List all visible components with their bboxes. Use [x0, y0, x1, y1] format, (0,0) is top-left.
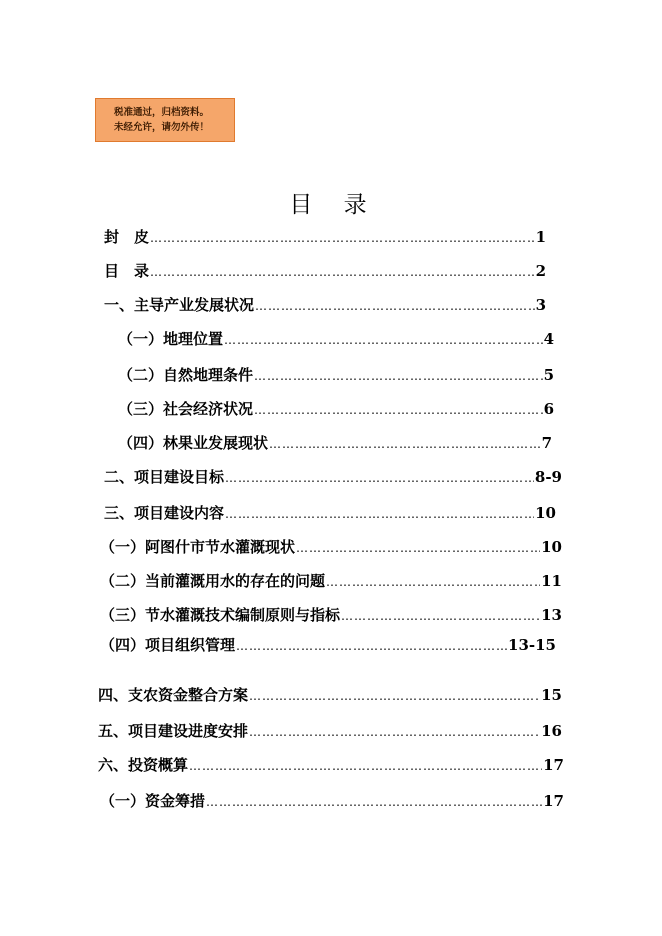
- toc-label: 一、主导产业发展状况: [104, 296, 255, 314]
- toc-leader: [254, 403, 543, 417]
- page-title: 目 录: [289, 192, 379, 218]
- toc-leader: [236, 639, 507, 653]
- toc-page-number: 10: [541, 538, 562, 556]
- toc-label: 六、投资概算: [98, 756, 189, 774]
- toc-entry-section-1[interactable]: [104, 294, 546, 314]
- toc-entry-section-1-2[interactable]: [118, 364, 554, 384]
- toc-leader: [254, 369, 543, 383]
- toc-label: （一）阿图什市节水灌溉现状: [100, 538, 296, 556]
- toc-leader: [326, 575, 540, 589]
- toc-page-number: 11: [541, 572, 562, 590]
- toc-entry-section-1-4[interactable]: [118, 432, 552, 452]
- stamp-line-1: 税准通过，归档资料。: [114, 107, 210, 118]
- toc-leader: [269, 437, 541, 451]
- toc-leader: [150, 231, 535, 245]
- toc-page-number: 16: [541, 722, 562, 740]
- toc-label: （二）当前灌溉用水的存在的问题: [100, 572, 326, 590]
- toc-page-number: 10: [535, 504, 556, 522]
- toc-entry-section-4[interactable]: [98, 684, 562, 704]
- toc-leader: [296, 541, 540, 555]
- stamp-line-2: 未经允许，请勿外传！: [114, 122, 210, 133]
- toc-leader: [341, 609, 540, 623]
- toc-page-number: 8-9: [534, 468, 562, 486]
- toc-label: （三）社会经济状况: [118, 400, 254, 418]
- toc-label: 三、项目建设内容: [104, 504, 225, 522]
- toc-page-number: 13: [541, 606, 562, 624]
- toc-leader: [255, 299, 535, 313]
- toc-leader: [225, 507, 534, 521]
- toc-leader: [249, 725, 540, 739]
- toc-page-number: 6: [543, 400, 554, 418]
- toc-entry-section-6[interactable]: [98, 754, 564, 774]
- toc-page-number: 15: [541, 686, 562, 704]
- toc-page-number: 17: [543, 756, 564, 774]
- toc-leader: [249, 689, 540, 703]
- toc-entry-section-2[interactable]: [104, 466, 562, 486]
- toc-label: 封 皮: [104, 228, 150, 246]
- toc-entry-section-1-1[interactable]: [118, 328, 554, 348]
- toc-label: （二）自然地理条件: [118, 366, 254, 384]
- toc-label: 目 录: [104, 262, 150, 280]
- toc-entry-section-6-1[interactable]: [100, 790, 564, 810]
- toc-leader: [225, 471, 534, 485]
- toc-page-number: 5: [543, 366, 554, 384]
- toc-page-number: 2: [535, 262, 546, 280]
- toc-entry-section-3[interactable]: [104, 502, 556, 522]
- toc-leader: [224, 333, 543, 347]
- toc-entry-cover[interactable]: [104, 226, 546, 246]
- toc-label: 二、项目建设目标: [104, 468, 225, 486]
- toc-page-number: 3: [535, 296, 546, 314]
- toc-label: 四、支农资金整合方案: [98, 686, 249, 704]
- toc-label: （四）林果业发展现状: [118, 434, 269, 452]
- toc-entry-section-3-4[interactable]: [100, 634, 556, 654]
- toc-entry-section-5[interactable]: [98, 720, 562, 740]
- confidential-stamp: [95, 98, 235, 142]
- toc-label: 五、项目建设进度安排: [98, 722, 249, 740]
- toc-entry-section-3-1[interactable]: [100, 536, 562, 556]
- toc-page-number: 13-15: [508, 636, 556, 654]
- toc-label: （四）项目组织管理: [100, 636, 236, 654]
- toc-entry-section-3-3[interactable]: [100, 604, 562, 624]
- toc-label: （三）节水灌溉技术编制原则与指标: [100, 606, 341, 624]
- toc-entry-contents[interactable]: [104, 260, 546, 280]
- toc-leader: [189, 759, 542, 773]
- toc-page-number: 7: [541, 434, 552, 452]
- toc-page-number: 17: [543, 792, 564, 810]
- toc-entry-section-3-2[interactable]: [100, 570, 562, 590]
- toc-leader: [150, 265, 535, 279]
- toc-leader: [206, 795, 542, 809]
- toc-entry-section-1-3[interactable]: [118, 398, 554, 418]
- toc-label: （一）地理位置: [118, 330, 224, 348]
- toc-page-number: 4: [543, 330, 554, 348]
- toc-label: （一）资金筹措: [100, 792, 206, 810]
- toc-page-number: 1: [535, 228, 546, 246]
